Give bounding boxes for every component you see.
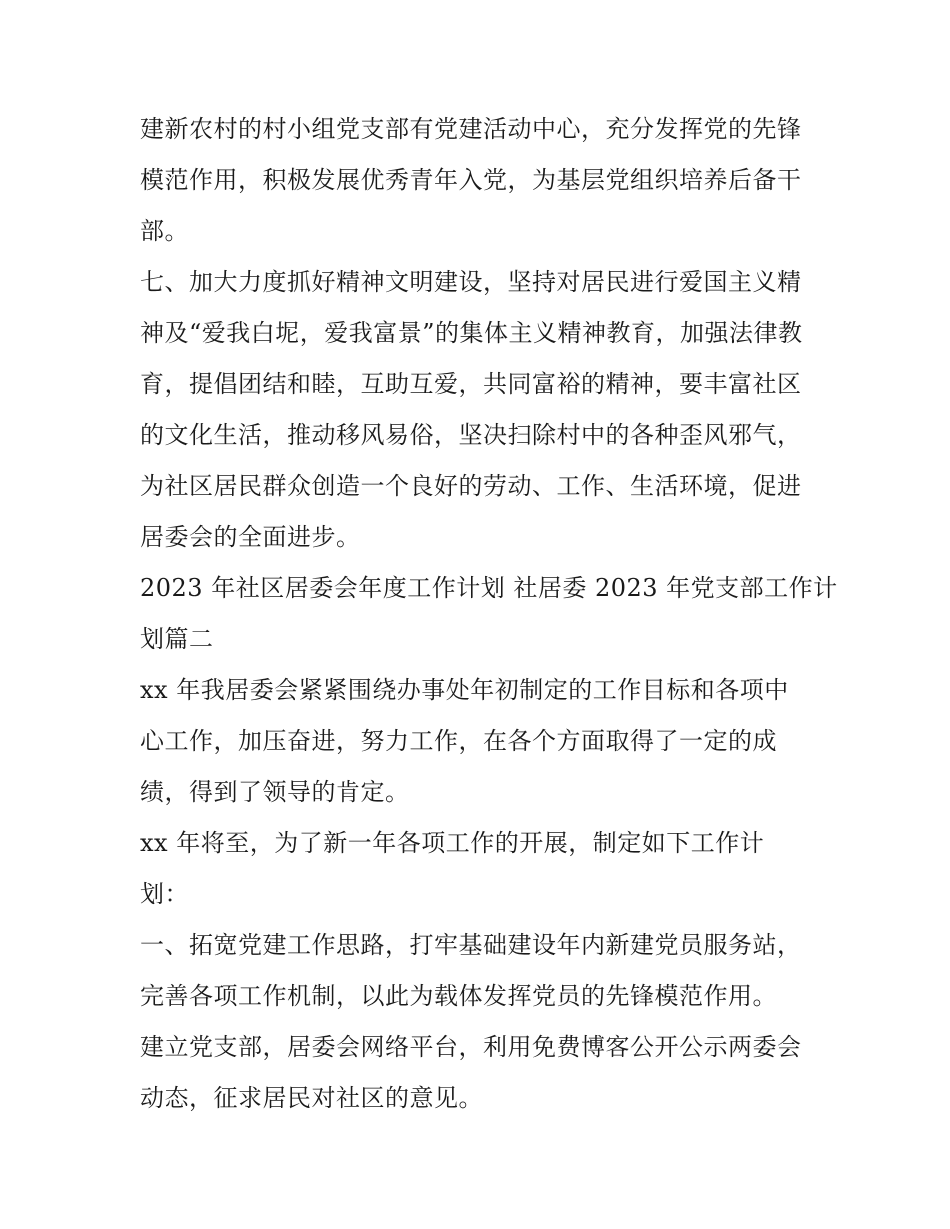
document-body — [140, 104, 838, 1124]
text-line: 的文化生活，推动移风易俗，坚决扫除村中的各种歪风邪气， — [140, 421, 802, 449]
text-line: 模范作用，积极发展优秀青年入党，为基层党组织培养后备干 — [140, 166, 802, 194]
heading-line: 划篇二 — [140, 625, 214, 653]
text-line: 建立党支部，居委会网络平台，利用免费博客公开公示两委会 — [140, 1033, 802, 1061]
text-line: 为社区居民群众创造一个良好的劳动、工作、生活环境，促进 — [140, 472, 802, 500]
text-line: 部。 — [140, 217, 189, 245]
text-line: 心工作，加压奋进，努力工作，在各个方面取得了一定的成 — [140, 727, 777, 755]
text-line: 绩，得到了领导的肯定。 — [140, 778, 410, 806]
text-line: 动态，征求居民对社区的意见。 — [140, 1084, 483, 1112]
text-line: 一、拓宽党建工作思路，打牢基础建设年内新建党员服务站， — [140, 931, 802, 959]
text-line: 神及“爱我白坭，爱我富景”的集体主义精神教育，加强法律教 — [140, 319, 803, 347]
text-line: 七、加大力度抓好精神文明建设，坚持对居民进行爱国主义精 — [140, 268, 802, 296]
text-line: 划： — [140, 880, 189, 908]
text-line: 育，提倡团结和睦，互助互爱，共同富裕的精神，要丰富社区 — [140, 370, 802, 398]
heading-line: 2023 年社区居委会年度工作计划 社居委 2023 年党支部工作计 — [140, 574, 838, 602]
text-line: xx 年我居委会紧紧围绕办事处年初制定的工作目标和各项中 — [140, 676, 789, 704]
text-line: 居委会的全面进步。 — [140, 523, 361, 551]
text-line: 建新农村的村小组党支部有党建活动中心，充分发挥党的先锋 — [140, 115, 802, 143]
text-line: xx 年将至，为了新一年各项工作的开展，制定如下工作计 — [140, 829, 765, 857]
text-line: 完善各项工作机制，以此为载体发挥党员的先锋模范作用。 — [140, 982, 777, 1010]
